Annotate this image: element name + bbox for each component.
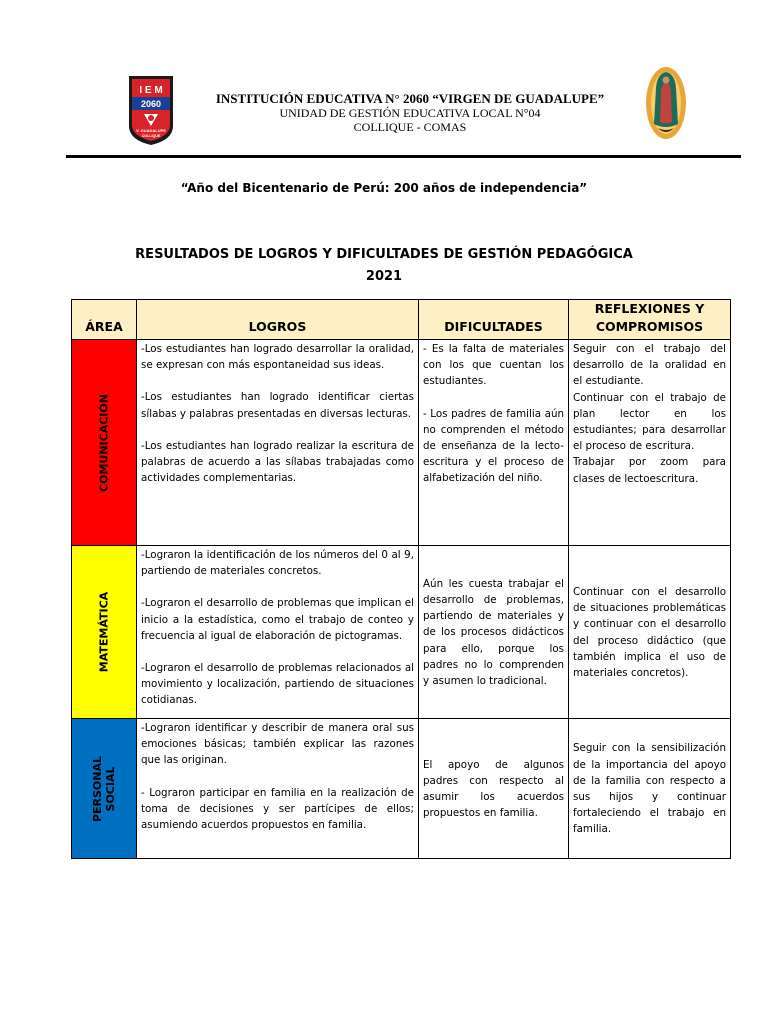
- document-title: [0, 244, 768, 288]
- logo-letters: I E M: [139, 85, 163, 96]
- logro-item: -Lograron la identificación de los números del 0 al 9, partiendo de materiales concretos.: [141, 549, 414, 578]
- institution-name: INSTITUCIÓN EDUCATIVA N° 2060 “VIRGEN DE GUADALUPE”: [215, 91, 605, 106]
- reflexiones-matematica: [569, 546, 731, 719]
- reflexion-text: Continuar con el desarrollo de situaciones problemáticas y continuar con el desarrollo del proceso didáctico (que también implica el uso de materiales concretos).: [573, 585, 726, 679]
- dificultad-item: - Los padres de familia aún no comprenden el método de enseñanza de la lecto-escritura y el proceso de alfabetización del niño.: [423, 407, 564, 485]
- reflexiones-personal-social: [569, 719, 731, 859]
- virgin-guadalupe-image: [645, 66, 687, 140]
- table-row-personal-social: [72, 719, 731, 859]
- area-label-matematica: MATEMÁTICA: [97, 591, 111, 673]
- header-logros: LOGROS: [137, 300, 419, 340]
- dificultades-matematica: [419, 546, 569, 719]
- results-table: [71, 299, 731, 859]
- header-area: ÁREA: [72, 300, 137, 340]
- area-label-line-2: SOCIAL: [104, 766, 117, 811]
- header-reflexiones: [569, 300, 731, 340]
- logro-item: -Lograron identificar y describir de manera oral sus emociones básicas; también explicar las razones que las originan.: [141, 722, 414, 767]
- logo-caption-1: V. GUADALUPE: [136, 128, 166, 133]
- reflexiones-comunicacion: [569, 340, 731, 546]
- header-rule: [66, 155, 741, 158]
- table-header-row: [72, 300, 731, 340]
- logro-item: -Lograron el desarrollo de problemas relacionados al movimiento y localización, partiendo de situaciones cotidianas.: [141, 662, 414, 707]
- logro-item: - Lograron participar en familia en la realización de toma de decisiones y ser partícipes de ellos; asumiendo acuerdos propuestos en familia.: [141, 786, 414, 832]
- dificultades-comunicacion: [419, 340, 569, 546]
- ugel-name: UNIDAD DE GESTIÓN EDUCATIVA LOCAL N°04: [279, 106, 541, 120]
- document-header: [185, 92, 635, 134]
- table-row-matematica: [72, 546, 731, 719]
- logro-item: -Los estudiantes han logrado realizar la escritura de palabras de acuerdo a las sílabas trabajadas como actividades complementarias.: [141, 439, 414, 485]
- title-year: 2021: [365, 269, 403, 284]
- area-label-comunicacion: COMUNICACIÓN: [97, 393, 111, 492]
- area-label-line-1: PERSONAL: [91, 755, 104, 822]
- logros-comunicacion: [137, 340, 419, 546]
- logo-number: 2060: [140, 99, 162, 109]
- title-line-1: RESULTADOS DE LOGROS Y DIFICULTADES DE GESTIÓN PEDAGÓGICA: [135, 247, 633, 262]
- logros-matematica: [137, 546, 419, 719]
- header-reflexiones-line-2: COMPROMISOS: [595, 319, 704, 334]
- logro-item: -Los estudiantes han logrado desarrollar la oralidad, se expresan con más espontaneidad sus ideas.: [141, 343, 414, 372]
- area-comunicacion: [72, 340, 137, 546]
- area-label-personal-social: [91, 755, 117, 821]
- dificultad-item: Aún les cuesta trabajar el desarrollo de problemas, partiendo de materiales y de los procesos didácticos para ello, porque los padres no lo comprenden y asumen lo tradicional.: [423, 577, 564, 687]
- area-matematica: [72, 546, 137, 719]
- header-reflexiones-line-1: REFLEXIONES Y: [594, 301, 705, 316]
- school-logo: [127, 74, 175, 146]
- dificultad-item: El apoyo de algunos padres con respecto al asumir los acuerdos propuestos en familia.: [423, 758, 564, 820]
- year-motto: “Año del Bicentenario de Perú: 200 años de independencia”: [180, 181, 588, 195]
- logro-item: -Lograron el desarrollo de problemas que implican el inicio a la estadística, como el trabajo de conteo y frecuencia al igual de elaboración de pictogramas.: [141, 597, 414, 642]
- reflexion-text: Seguir con el trabajo del desarrollo de la oralidad en el estudiante. Continuar con el trabajo de plan lector en los estudiantes; para desarrollar el proceso de escritura. Trabajar por zoom para clases de lectoescritura.: [573, 343, 726, 485]
- logo-caption-2: COLLIQUE: [141, 134, 161, 138]
- location: COLLIQUE - COMAS: [353, 120, 467, 134]
- reflexion-text: Seguir con la sensibilización de la importancia del apoyo de la familia con respecto a sus hijos y continuar fortaleciendo el trabajo en familia.: [573, 742, 726, 836]
- dificultad-item: - Es la falta de materiales con los que cuentan los estudiantes.: [423, 343, 564, 388]
- header-dificultades: DIFICULTADES: [419, 300, 569, 340]
- logros-personal-social: [137, 719, 419, 859]
- dificultades-personal-social: [419, 719, 569, 859]
- area-personal-social: [72, 719, 137, 859]
- logro-item: -Los estudiantes han logrado identificar ciertas sílabas y palabras presentadas en diversas lecturas.: [141, 391, 414, 420]
- table-row-comunicacion: [72, 340, 731, 546]
